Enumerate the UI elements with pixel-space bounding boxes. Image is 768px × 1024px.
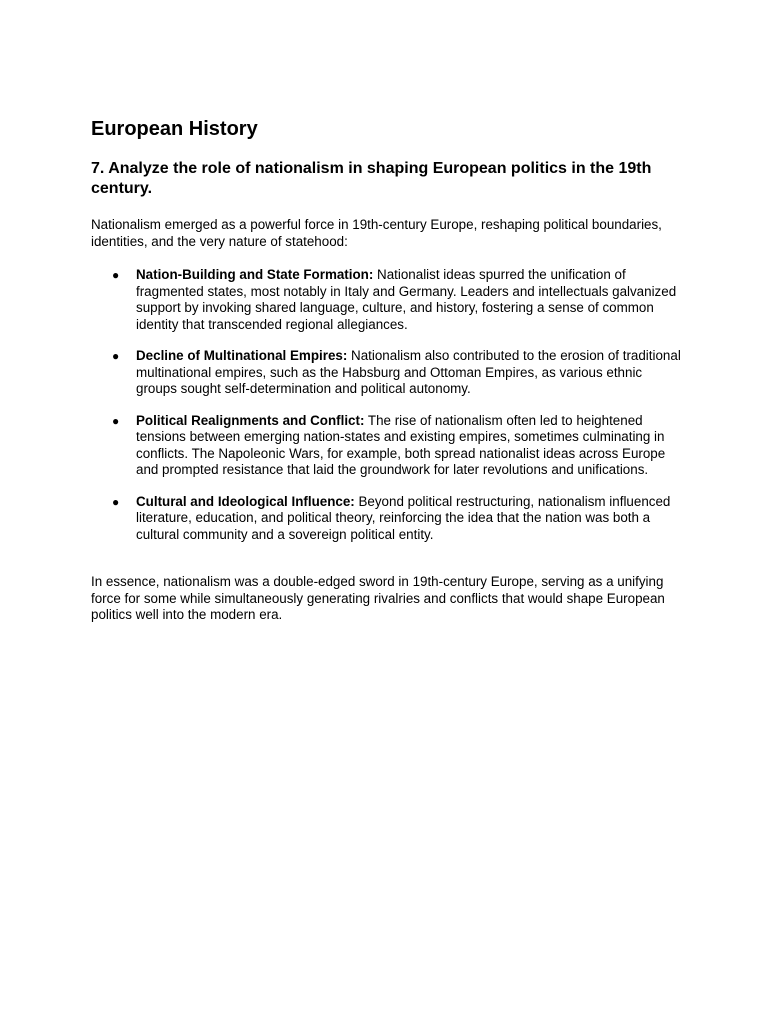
document-body [91,117,681,624]
document-title: European History [91,118,258,140]
bullet-term: Cultural and Ideological Influence: [136,493,355,509]
bullet-text: The rise of nationalism often led to heightened tensions between emerging nation-states and existing empires, sometimes culminating in conflicts. The Napoleonic Wars, for example, both spread nationalist ideas across Europe and prompted resistance that laid the groundwork for later revolutions and unifications. [136,412,666,477]
bullet-text: Nationalist ideas spurred the unification of fragmented states, most notably in Italy and Germany. Leaders and intellectuals galvanized support by invoking shared language, culture, and history, fostering a sense of common identity that transcended regional allegiances. [136,267,677,332]
conclusion-paragraph: In essence, nationalism was a double-edged sword in 19th-century Europe, serving as a unifying force for some while simultaneously generating rivalries and conflicts that would shape European politics well into the modern era. [91,574,665,622]
list-item [91,494,681,544]
intro-paragraph: Nationalism emerged as a powerful force in 19th-century Europe, reshaping political boundaries, identities, and the very nature of statehood: [91,217,662,249]
bullet-term: Decline of Multinational Empires: [136,348,348,363]
list-item [91,267,681,333]
bullet-list [91,267,681,543]
bullet-text: Nationalism also contributed to the erosion of traditional multinational empires, such as the Habsburg and Ottoman Empires, as various ethnic groups sought self-determination and political autonomy. [136,348,681,396]
list-item [91,413,681,479]
bullet-icon: ● [112,268,120,282]
question-heading: 7. Analyze the role of nationalism in shaping European politics in the 19th century. [91,160,652,197]
bullet-icon: ● [112,349,120,363]
bullet-icon: ● [112,494,120,509]
list-item [91,348,681,398]
bullet-text: Beyond political restructuring, nationalism influenced literature, education, and political theory, reinforcing the idea that the nation was both a cultural community and a sovereign political entity. [136,493,671,542]
bullet-term: Political Realignments and Conflict: [136,412,365,428]
bullet-icon: ● [112,413,120,428]
bullet-term: Nation-Building and State Formation: [136,267,374,282]
